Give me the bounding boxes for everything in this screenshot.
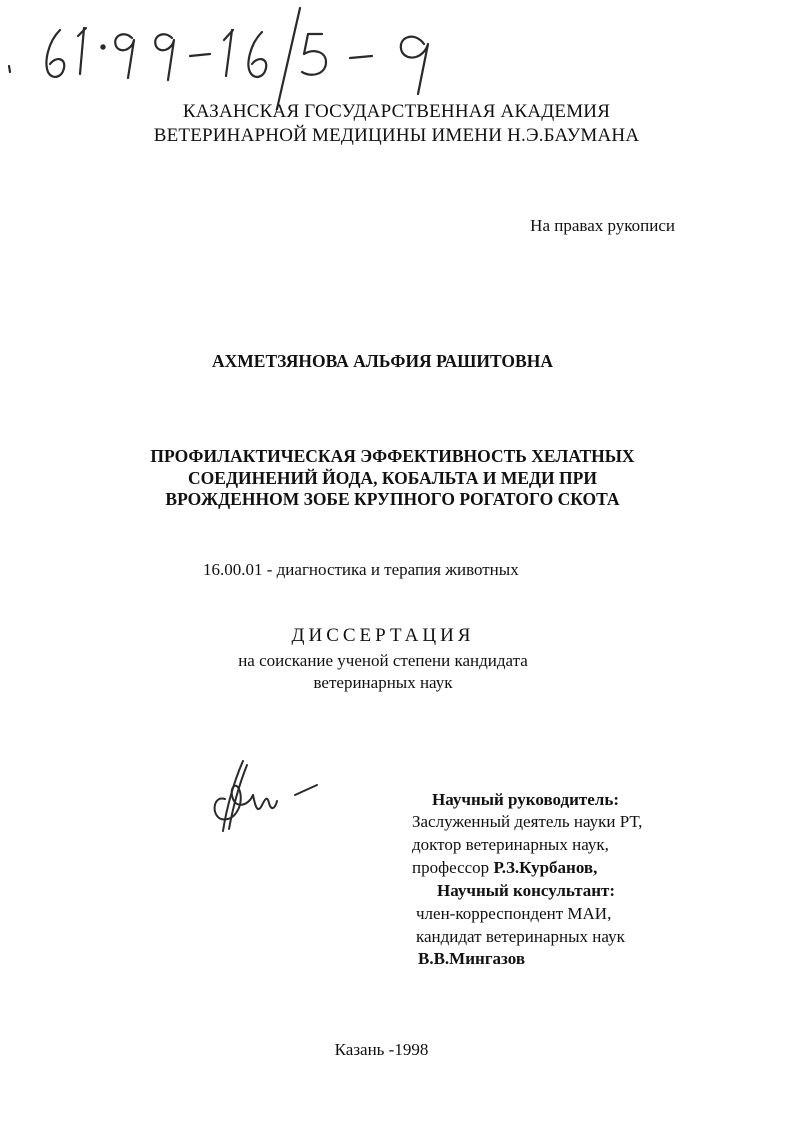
academy-name-line2: ВЕТЕРИНАРНОЙ МЕДИЦИНЫ ИМЕНИ Н.Э.БАУМАНА xyxy=(153,125,640,146)
title-line1: ПРОФИЛАКТИЧЕСКАЯ ЭФФЕКТИВНОСТЬ ХЕЛАТНЫХ xyxy=(150,446,635,466)
supervisor-title-line3 xyxy=(412,858,597,878)
supervisor-rank: профессор xyxy=(412,858,494,877)
degree-line1: на соискание ученой степени кандидата xyxy=(238,651,528,670)
degree-line2: ветеринарных наук xyxy=(313,673,453,692)
manuscript-rights-note: На правах рукописи xyxy=(530,216,675,235)
place-and-year: Казань -1998 xyxy=(334,1040,429,1059)
academy-name xyxy=(0,100,793,148)
supervisor-heading: Научный руководитель: xyxy=(432,790,619,809)
author-name: АХМЕТЗЯНОВА АЛЬФИЯ РАШИТОВНА xyxy=(212,351,553,371)
consultant-title-line2: кандидат ветеринарных наук xyxy=(416,927,625,946)
supervisor-title-line1: Заслуженный деятель науки РТ, xyxy=(412,812,643,831)
consultant-heading: Научный консультант: xyxy=(437,881,616,900)
degree-description xyxy=(0,650,766,694)
title-line2: СОЕДИНЕНИЙ ЙОДА, КОБАЛЬТА И МЕДИ ПРИ xyxy=(188,467,597,488)
supervisor-title-line2: доктор ветеринарных наук, xyxy=(412,835,609,854)
signature-image xyxy=(205,755,330,840)
handwritten-archive-code xyxy=(0,0,793,110)
academy-name-line1: КАЗАНСКАЯ ГОСУДАРСТВЕННАЯ АКАДЕМИЯ xyxy=(182,101,611,122)
title-line3: ВРОЖДЕННОМ ЗОБЕ КРУПНОГО РОГАТОГО СКОТА xyxy=(165,489,620,509)
specialty-code: 16.00.01 - диагностика и терапия животных xyxy=(203,560,519,579)
supervisor-name: Р.З.Курбанов, xyxy=(493,858,598,877)
consultant-title-line1: член-корреспондент МАИ, xyxy=(416,904,612,923)
dissertation-label: ДИССЕРТАЦИЯ xyxy=(291,625,475,646)
consultant-name: В.В.Мингазов xyxy=(418,949,526,968)
dissertation-title xyxy=(0,446,785,511)
